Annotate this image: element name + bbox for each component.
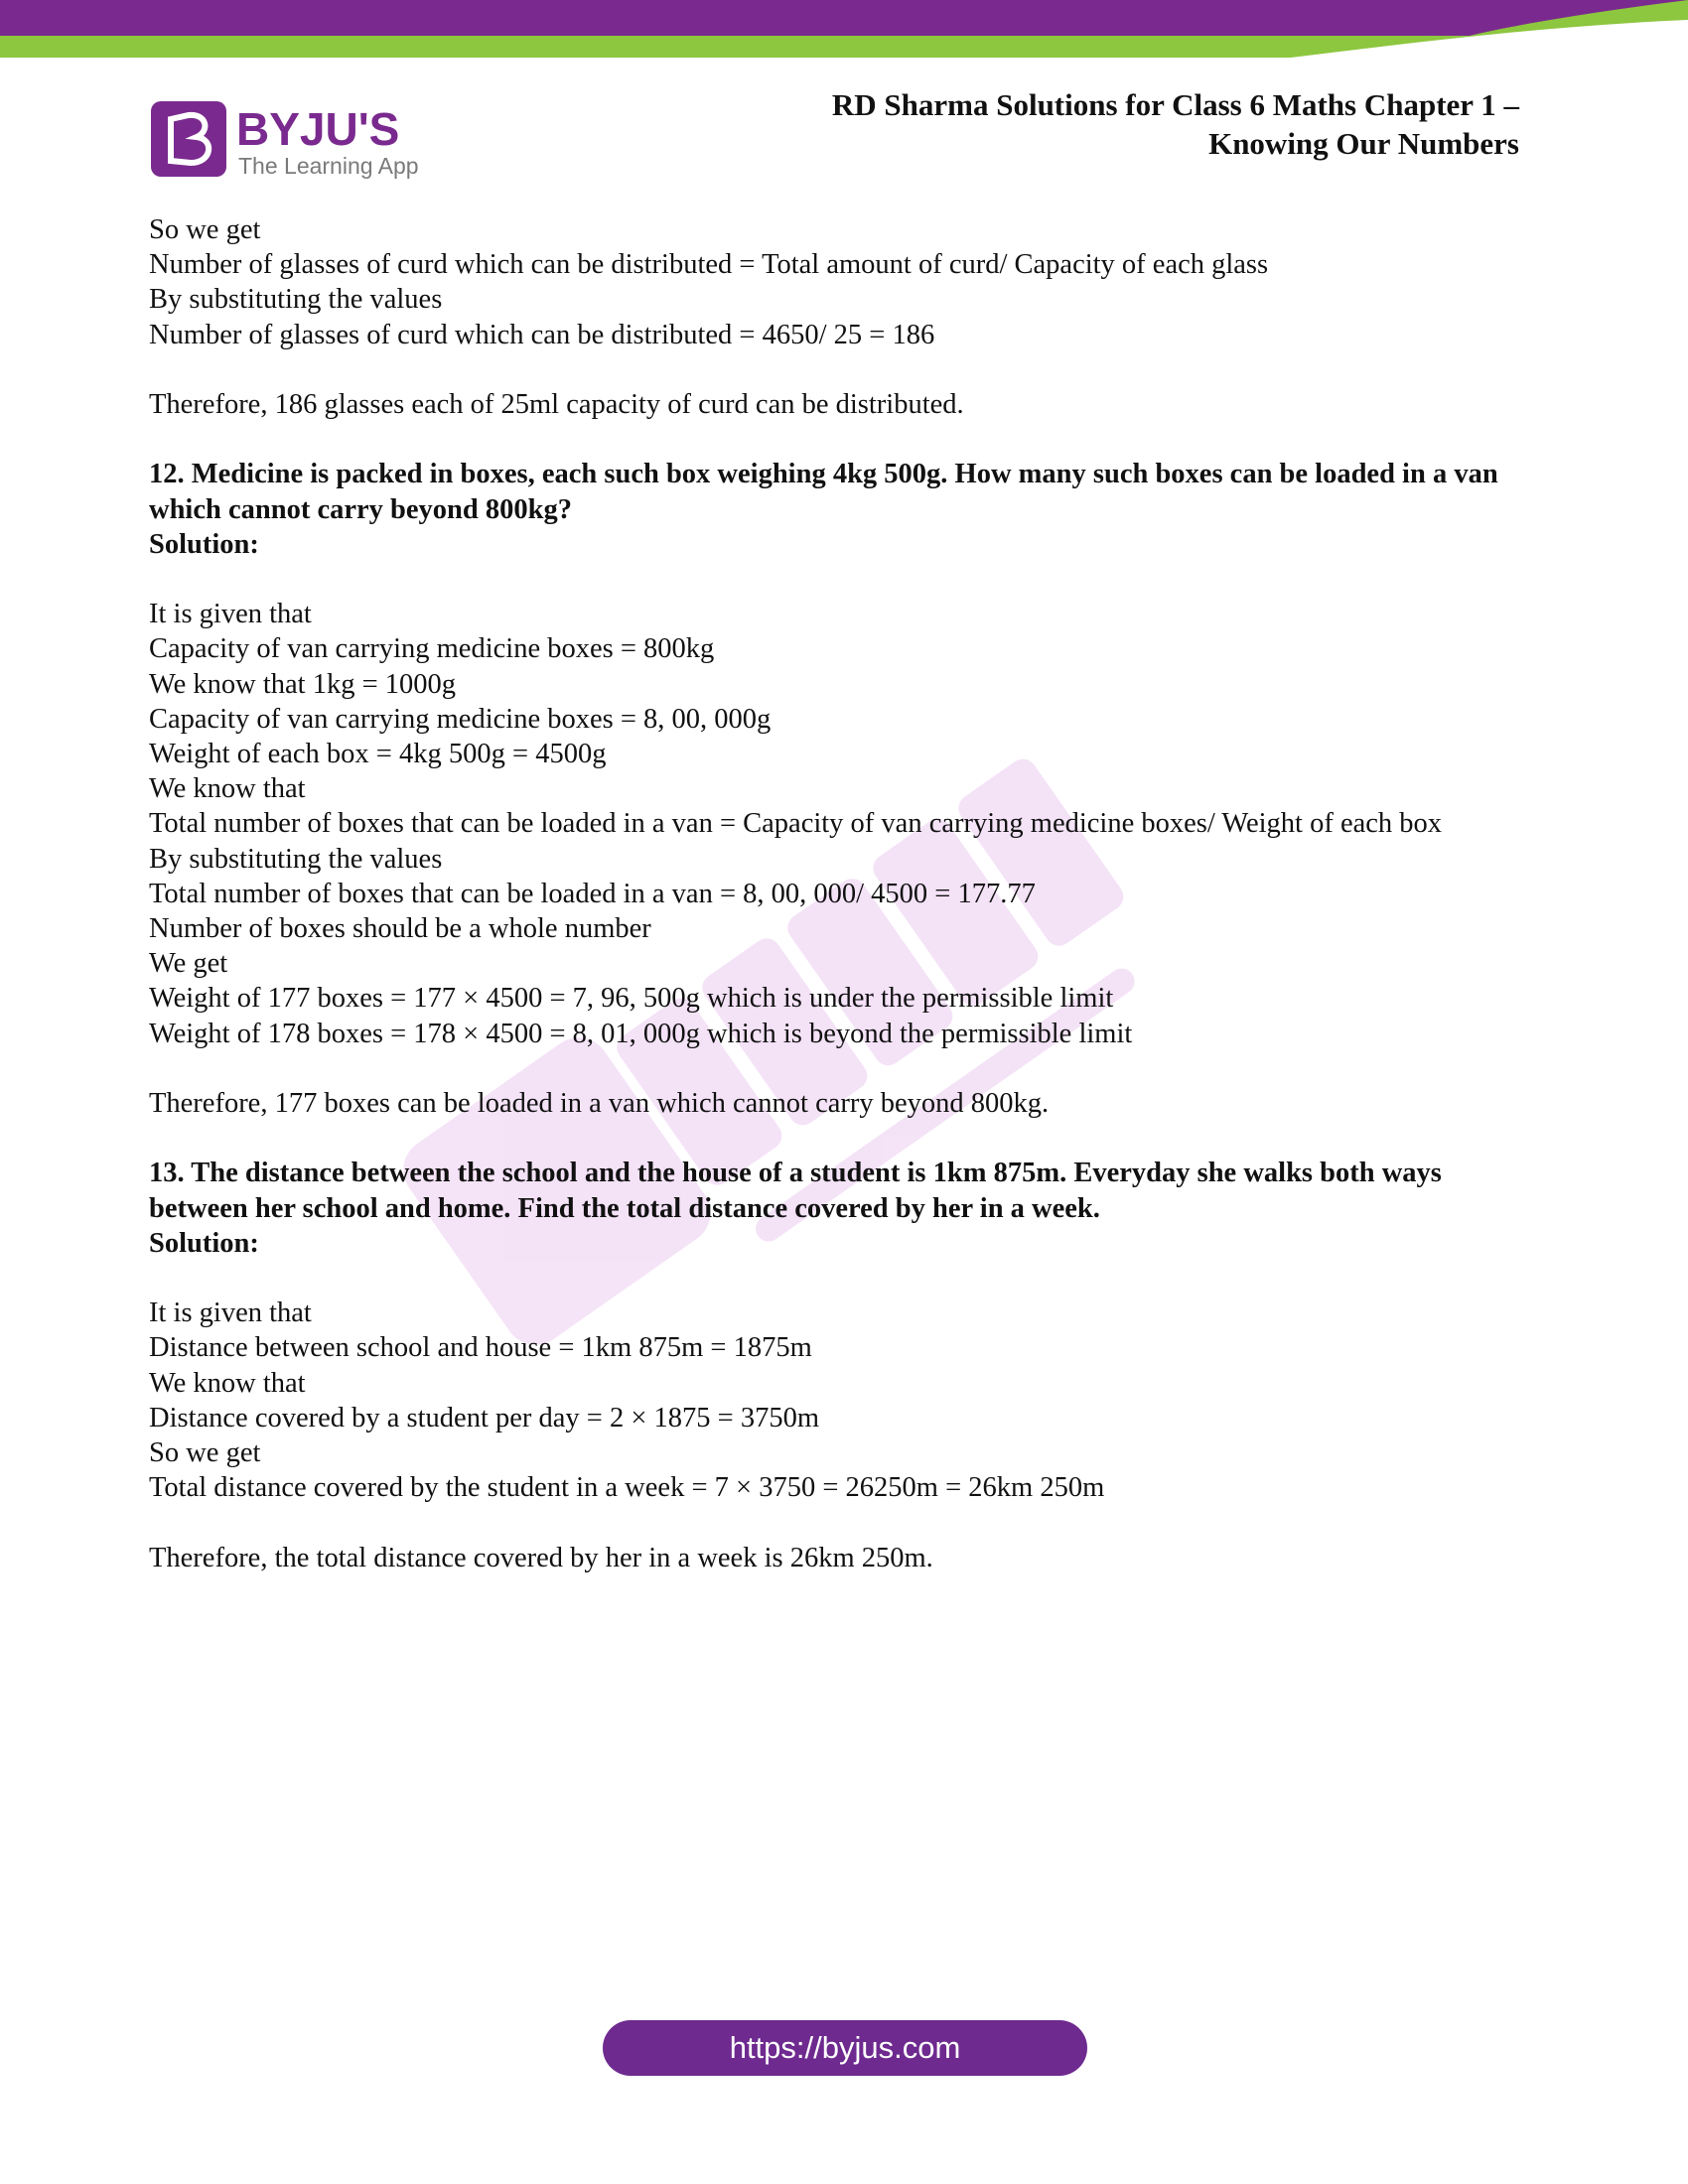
footer-url-link[interactable]: https://byjus.com [603,2020,1087,2076]
solution-label: Solution: [149,1227,259,1259]
text-line: So we get [149,214,261,245]
svg-text:The Learning App: The Learning App [238,153,419,179]
question-12: 12. Medicine is packed in boxes, each such box weighing 4kg 500g. How many such boxes can be loaded in a van which cannot carry beyond 800kg? [149,459,1498,525]
text-line: By substituting the values [149,284,443,316]
text-line: Weight of 177 boxes = 177 × 4500 = 7, 96, 500g which is under the permissible limit [149,983,1114,1015]
text-line: Total number of boxes that can be loaded in a van = Capacity of van carrying medicine boxes/ Weight of each box [149,808,1443,840]
byjus-logo [149,97,437,183]
svg-text:BYJU'S: BYJU'S [236,103,400,155]
text-line: Capacity of van carrying medicine boxes = 800kg [149,633,715,665]
title-line-1: RD Sharma Solutions for Class 6 Maths Chapter 1 – [831,87,1519,122]
text-line: Total number of boxes that can be loaded in a van = 8, 00, 000/ 4500 = 177.77 [149,878,1036,909]
text-line: It is given that [149,1297,312,1329]
text-line: We know that 1kg = 1000g [149,668,457,700]
text-line: We know that [149,1367,306,1399]
text-line: It is given that [149,599,312,630]
conclusion-line: Therefore, 186 glasses each of 25ml capacity of curd can be distributed. [149,389,964,420]
solution-label: Solution: [149,528,259,560]
text-line: We know that [149,773,306,805]
text-line: Distance between school and house = 1km 875m = 1875m [149,1332,812,1364]
text-line: Total distance covered by the student in a week = 7 × 3750 = 26250m = 26km 250m [149,1472,1105,1504]
text-line: Number of glasses of curd which can be distributed = 4650/ 25 = 186 [149,319,935,350]
text-line: We get [149,948,228,980]
conclusion-line: Therefore, 177 boxes can be loaded in a van which cannot carry beyond 800kg. [149,1088,1050,1120]
title-line-2: Knowing Our Numbers [1208,126,1519,161]
text-line: Number of boxes should be a whole number [149,913,651,945]
question-13: 13. The distance between the school and the house of a student is 1km 875m. Everyday she walks both ways between her school and home. Find the total distance covered by her in a week. [149,1158,1442,1224]
document-body [149,212,1539,1575]
text-line: Weight of each box = 4kg 500g = 4500g [149,739,607,769]
text-line: Number of glasses of curd which can be distributed = Total amount of curd/ Capacity of each glass [149,249,1269,281]
text-line: By substituting the values [149,843,443,875]
text-line: Distance covered by a student per day = 2 × 1875 = 3750m [149,1402,820,1433]
text-line: Weight of 178 boxes = 178 × 4500 = 8, 01, 000g which is beyond the permissible limit [149,1018,1133,1049]
document-title [705,85,1519,163]
text-line: Capacity of van carrying medicine boxes = 8, 00, 000g [149,703,772,735]
conclusion-line: Therefore, the total distance covered by her in a week is 26km 250m. [149,1542,933,1573]
top-color-band [0,0,1688,60]
text-line: So we get [149,1437,261,1469]
